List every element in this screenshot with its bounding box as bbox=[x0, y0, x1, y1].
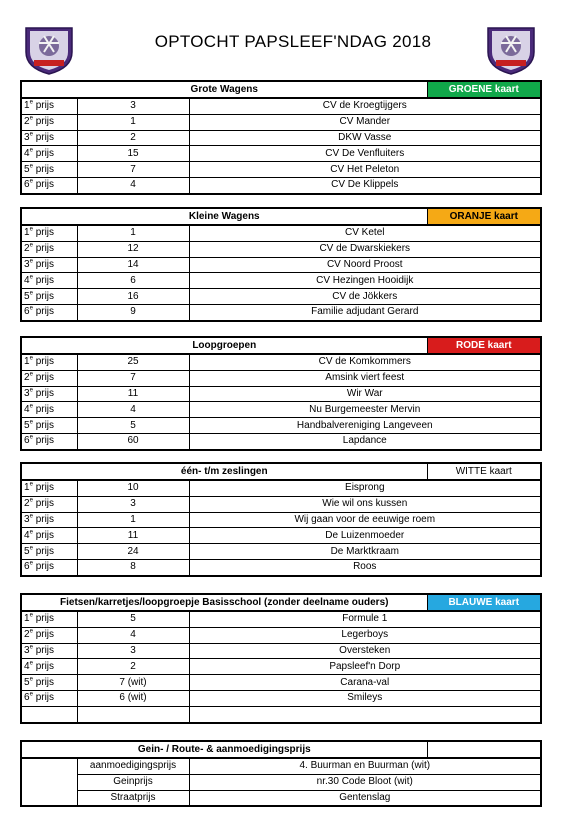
prize-word: prijs bbox=[35, 403, 55, 415]
place-number: 5 bbox=[24, 290, 30, 302]
ordinal-suffix: e bbox=[29, 387, 33, 394]
prize-place bbox=[21, 559, 77, 575]
ordinal-suffix: e bbox=[29, 147, 33, 154]
table-row bbox=[21, 177, 541, 193]
winner-name: nr.30 Code Bloot (wit) bbox=[189, 774, 541, 790]
table-row bbox=[21, 225, 541, 241]
participant-number: 24 bbox=[77, 544, 189, 560]
prize-place bbox=[21, 273, 77, 289]
ordinal-suffix: e bbox=[29, 561, 33, 568]
table-row bbox=[21, 496, 541, 512]
participant-number: 11 bbox=[77, 528, 189, 544]
ordinal-suffix: e bbox=[29, 179, 33, 186]
prize-word: prijs bbox=[35, 100, 55, 112]
ordinal-suffix: e bbox=[29, 115, 33, 122]
place-number: 6 bbox=[24, 561, 30, 573]
place-number: 3 bbox=[24, 644, 30, 656]
participant-name: CV de Komkommers bbox=[189, 354, 541, 370]
table-row bbox=[21, 512, 541, 528]
participant-number: 15 bbox=[77, 146, 189, 162]
participant-number: 9 bbox=[77, 304, 189, 320]
prize-word: prijs bbox=[35, 513, 55, 525]
participant-name: Lapdance bbox=[189, 433, 541, 449]
ordinal-suffix: e bbox=[29, 644, 33, 651]
section-title: Fietsen/karretjes/loopgroepje Basisschool (zonder deelname ouders) bbox=[21, 594, 427, 611]
participant-number: 5 bbox=[77, 611, 189, 627]
participant-name: De Luizenmoeder bbox=[189, 528, 541, 544]
participant-number: 4 bbox=[77, 402, 189, 418]
prize-word: prijs bbox=[35, 356, 55, 368]
prize-place bbox=[21, 289, 77, 305]
place-number: 1 bbox=[24, 227, 30, 239]
prize-word: prijs bbox=[35, 676, 55, 688]
prize-word: prijs bbox=[35, 243, 55, 255]
ordinal-suffix: e bbox=[29, 676, 33, 683]
ordinal-suffix: e bbox=[29, 660, 33, 667]
table-row bbox=[21, 98, 541, 114]
place-number: 4 bbox=[24, 147, 30, 159]
table-row bbox=[21, 304, 541, 320]
table-row bbox=[21, 370, 541, 386]
participant-number: 4 bbox=[77, 627, 189, 643]
prize-place bbox=[21, 690, 77, 706]
prize-word: prijs bbox=[35, 387, 55, 399]
table-row bbox=[21, 402, 541, 418]
ordinal-suffix: e bbox=[29, 306, 33, 313]
section-basisschool bbox=[20, 593, 542, 724]
participant-name: CV de Jökkers bbox=[189, 289, 541, 305]
ordinal-suffix: e bbox=[29, 419, 33, 426]
prize-place bbox=[21, 433, 77, 449]
participant-name: Nu Burgemeester Mervin bbox=[189, 402, 541, 418]
place-number: 2 bbox=[24, 629, 30, 641]
prize-label: aanmoedigingsprijs bbox=[77, 758, 189, 774]
section-grote-wagens bbox=[20, 80, 542, 195]
participant-number: 11 bbox=[77, 386, 189, 402]
table-row bbox=[21, 418, 541, 434]
participant-number: 25 bbox=[77, 354, 189, 370]
place-number: 1 bbox=[24, 100, 30, 112]
participant-name: Roos bbox=[189, 559, 541, 575]
participant-number: 4 bbox=[77, 177, 189, 193]
place-number: 2 bbox=[24, 116, 30, 128]
card-badge: ORANJE kaart bbox=[427, 208, 541, 225]
participant-name: Handbalvereniging Langeveen bbox=[189, 418, 541, 434]
ordinal-suffix: e bbox=[29, 100, 33, 107]
ordinal-suffix: e bbox=[29, 356, 33, 363]
ordinal-suffix: e bbox=[29, 482, 33, 489]
page-title: OPTOCHT PAPSLEEF'NDAG 2018 bbox=[154, 32, 432, 51]
place-number: 6 bbox=[24, 435, 30, 447]
ordinal-suffix: e bbox=[29, 371, 33, 378]
table-row bbox=[21, 146, 541, 162]
prize-word: prijs bbox=[35, 227, 55, 239]
place-number: 3 bbox=[24, 131, 30, 143]
place-number: 4 bbox=[24, 529, 30, 541]
place-number: 2 bbox=[24, 372, 30, 384]
prize-place bbox=[21, 225, 77, 241]
table-row bbox=[21, 544, 541, 560]
table-row bbox=[21, 659, 541, 675]
prize-place bbox=[21, 418, 77, 434]
ordinal-suffix: e bbox=[29, 692, 33, 699]
table-row bbox=[21, 690, 541, 706]
participant-number: 3 bbox=[77, 496, 189, 512]
card-badge: BLAUWE kaart bbox=[427, 594, 541, 611]
ordinal-suffix: e bbox=[29, 529, 33, 536]
prize-place bbox=[21, 659, 77, 675]
table-row bbox=[21, 559, 541, 575]
section-title: één- t/m zeslingen bbox=[21, 463, 427, 480]
card-badge: GROENE kaart bbox=[427, 81, 541, 98]
participant-name: CV Ketel bbox=[189, 225, 541, 241]
participant-number: 6 (wit) bbox=[77, 690, 189, 706]
prize-place bbox=[21, 162, 77, 178]
participant-name: CV de Dwarskiekers bbox=[189, 241, 541, 257]
section-title: Gein- / Route- & aanmoedigingsprijs bbox=[21, 741, 427, 758]
prize-word: prijs bbox=[35, 419, 55, 431]
table-row bbox=[21, 643, 541, 659]
ordinal-suffix: e bbox=[29, 513, 33, 520]
ordinal-suffix: e bbox=[29, 403, 33, 410]
participant-name: Wie wil ons kussen bbox=[189, 496, 541, 512]
participant-number: 12 bbox=[77, 241, 189, 257]
participant-name: Carana-val bbox=[189, 675, 541, 691]
place-number: 6 bbox=[24, 306, 30, 318]
participant-name: Wij gaan voor de eeuwige roem bbox=[189, 512, 541, 528]
participant-name: Legerboys bbox=[189, 627, 541, 643]
place-number: 5 bbox=[24, 545, 30, 557]
participant-name: CV Mander bbox=[189, 114, 541, 130]
prize-label: Straatprijs bbox=[77, 790, 189, 806]
place-number: 2 bbox=[24, 243, 30, 255]
place-number: 1 bbox=[24, 482, 30, 494]
prize-word: prijs bbox=[35, 561, 55, 573]
participant-number: 8 bbox=[77, 559, 189, 575]
participant-number: 7 (wit) bbox=[77, 675, 189, 691]
winner-name: 4. Buurman en Buurman (wit) bbox=[189, 758, 541, 774]
prize-word: prijs bbox=[35, 482, 55, 494]
table-row bbox=[21, 758, 541, 774]
ordinal-suffix: e bbox=[29, 227, 33, 234]
prize-place bbox=[21, 675, 77, 691]
prize-place bbox=[21, 146, 77, 162]
ordinal-suffix: e bbox=[29, 613, 33, 620]
section-extra-prizes bbox=[20, 740, 542, 807]
ordinal-suffix: e bbox=[29, 497, 33, 504]
place-number: 2 bbox=[24, 498, 30, 510]
place-number: 5 bbox=[24, 676, 30, 688]
participant-number: 1 bbox=[77, 114, 189, 130]
table-row bbox=[21, 257, 541, 273]
participant-name: Eisprong bbox=[189, 480, 541, 496]
participant-number: 3 bbox=[77, 98, 189, 114]
table-row bbox=[21, 611, 541, 627]
section-title: Kleine Wagens bbox=[21, 208, 427, 225]
prize-place bbox=[21, 177, 77, 193]
participant-name: CV De Klippels bbox=[189, 177, 541, 193]
participant-number: 6 bbox=[77, 273, 189, 289]
participant-number: 7 bbox=[77, 370, 189, 386]
prize-word: prijs bbox=[35, 258, 55, 270]
table-row bbox=[21, 480, 541, 496]
table-row bbox=[21, 241, 541, 257]
prize-word: prijs bbox=[35, 274, 55, 286]
participant-number: 10 bbox=[77, 480, 189, 496]
prize-word: prijs bbox=[35, 147, 55, 159]
place-number: 6 bbox=[24, 179, 30, 191]
participant-name: De Marktkraam bbox=[189, 544, 541, 560]
section-title: Loopgroepen bbox=[21, 337, 427, 354]
place-number: 4 bbox=[24, 660, 30, 672]
section-title: Grote Wagens bbox=[21, 81, 427, 98]
participant-number: 1 bbox=[77, 225, 189, 241]
participant-number: 7 bbox=[77, 162, 189, 178]
prize-place bbox=[21, 512, 77, 528]
table-row bbox=[21, 433, 541, 449]
participant-name: Formule 1 bbox=[189, 611, 541, 627]
place-number: 5 bbox=[24, 419, 30, 431]
participant-name: CV Het Peleton bbox=[189, 162, 541, 178]
table-row bbox=[21, 130, 541, 146]
section-loopgroepen bbox=[20, 336, 542, 451]
table-row bbox=[21, 627, 541, 643]
table-row bbox=[21, 774, 541, 790]
participant-name: Papsleef'n Dorp bbox=[189, 659, 541, 675]
place-number: 6 bbox=[24, 692, 30, 704]
prize-word: prijs bbox=[35, 629, 55, 641]
place-number: 3 bbox=[24, 513, 30, 525]
participant-number: 16 bbox=[77, 289, 189, 305]
prize-place bbox=[21, 480, 77, 496]
prize-place bbox=[21, 130, 77, 146]
prize-place bbox=[21, 241, 77, 257]
participant-name: CV De Venfluiters bbox=[189, 146, 541, 162]
prize-place bbox=[21, 528, 77, 544]
participant-number: 3 bbox=[77, 643, 189, 659]
ordinal-suffix: e bbox=[29, 131, 33, 138]
participant-name: Wir War bbox=[189, 386, 541, 402]
card-badge: RODE kaart bbox=[427, 337, 541, 354]
ordinal-suffix: e bbox=[29, 274, 33, 281]
prize-word: prijs bbox=[35, 692, 55, 704]
prize-word: prijs bbox=[35, 660, 55, 672]
ordinal-suffix: e bbox=[29, 628, 33, 635]
participant-name: Oversteken bbox=[189, 643, 541, 659]
section-kleine-wagens bbox=[20, 207, 542, 322]
prize-word: prijs bbox=[35, 545, 55, 557]
table-row bbox=[21, 273, 541, 289]
participant-name: Familie adjudant Gerard bbox=[189, 304, 541, 320]
place-number: 3 bbox=[24, 387, 30, 399]
prize-place bbox=[21, 627, 77, 643]
table-row bbox=[21, 386, 541, 402]
prize-place bbox=[21, 402, 77, 418]
prize-place bbox=[21, 354, 77, 370]
place-number: 4 bbox=[24, 274, 30, 286]
prize-word: prijs bbox=[35, 306, 55, 318]
ordinal-suffix: e bbox=[29, 258, 33, 265]
prize-label: Geinprijs bbox=[77, 774, 189, 790]
prize-place bbox=[21, 544, 77, 560]
prize-word: prijs bbox=[35, 529, 55, 541]
prize-place bbox=[21, 611, 77, 627]
table-row bbox=[21, 114, 541, 130]
table-row bbox=[21, 289, 541, 305]
place-number: 1 bbox=[24, 613, 30, 625]
prize-word: prijs bbox=[35, 179, 55, 191]
participant-name: Amsink viert feest bbox=[189, 370, 541, 386]
ordinal-suffix: e bbox=[29, 545, 33, 552]
ordinal-suffix: e bbox=[29, 163, 33, 170]
section-een-tm-zeslingen bbox=[20, 462, 542, 577]
prize-place bbox=[21, 304, 77, 320]
prize-place bbox=[21, 370, 77, 386]
participant-number: 2 bbox=[77, 659, 189, 675]
participant-number: 2 bbox=[77, 130, 189, 146]
prize-word: prijs bbox=[35, 435, 55, 447]
prize-word: prijs bbox=[35, 498, 55, 510]
table-row bbox=[21, 675, 541, 691]
prize-place bbox=[21, 114, 77, 130]
prize-place bbox=[21, 496, 77, 512]
table-row bbox=[21, 790, 541, 806]
prize-place bbox=[21, 257, 77, 273]
table-row bbox=[21, 162, 541, 178]
prize-word: prijs bbox=[35, 644, 55, 656]
prize-word: prijs bbox=[35, 116, 55, 128]
prize-word: prijs bbox=[35, 290, 55, 302]
participant-name: CV de Kroegtijgers bbox=[189, 98, 541, 114]
ordinal-suffix: e bbox=[29, 290, 33, 297]
ordinal-suffix: e bbox=[29, 435, 33, 442]
prize-word: prijs bbox=[35, 372, 55, 384]
winner-name: Gentenslag bbox=[189, 790, 541, 806]
prize-word: prijs bbox=[35, 613, 55, 625]
participant-number: 60 bbox=[77, 433, 189, 449]
participant-name: CV Noord Proost bbox=[189, 257, 541, 273]
place-number: 3 bbox=[24, 258, 30, 270]
place-number: 1 bbox=[24, 356, 30, 368]
prize-word: prijs bbox=[35, 131, 55, 143]
table-row bbox=[21, 528, 541, 544]
prize-place bbox=[21, 386, 77, 402]
place-number: 5 bbox=[24, 163, 30, 175]
card-badge: WITTE kaart bbox=[427, 463, 541, 480]
participant-number: 14 bbox=[77, 257, 189, 273]
table-row bbox=[21, 354, 541, 370]
participant-name: Smileys bbox=[189, 690, 541, 706]
participant-number: 5 bbox=[77, 418, 189, 434]
participant-name: CV Hezingen Hooidijk bbox=[189, 273, 541, 289]
participant-name: DKW Vasse bbox=[189, 130, 541, 146]
ordinal-suffix: e bbox=[29, 242, 33, 249]
participant-number: 1 bbox=[77, 512, 189, 528]
place-number: 4 bbox=[24, 403, 30, 415]
prize-word: prijs bbox=[35, 163, 55, 175]
prize-place bbox=[21, 98, 77, 114]
prize-place bbox=[21, 643, 77, 659]
